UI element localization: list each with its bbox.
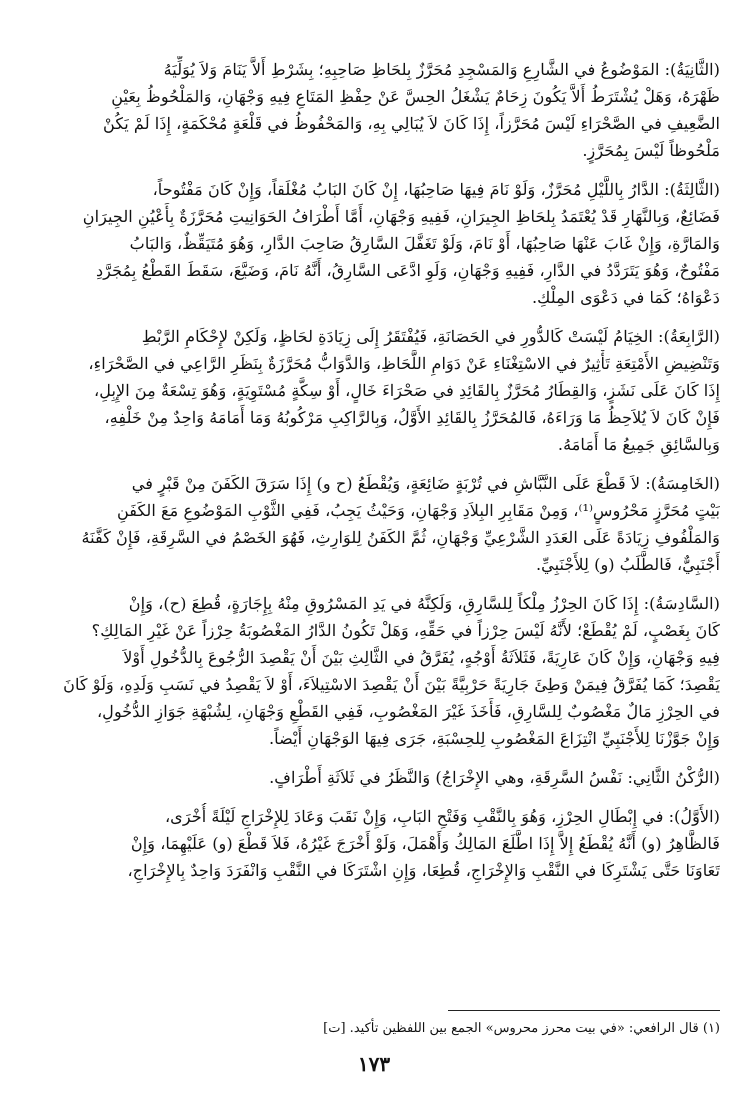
text-line: وَبِالسَّائِقِ جَمِيعُ مَا أَمَامَهُ.	[557, 435, 720, 454]
text-line: (الأَوَّلُ): في إِبْطَالِ الحِرْزِ، وَهُوَ بِالنَّقْبِ وَفَتْحِ البَابِ، وَإِنْ نَقَبَ وَعَادَ لِلإِخْرَاجِ لَيْلَةً أُخْرَى،	[164, 807, 720, 826]
text-line: وَالمَارَّةِ، وَإِنْ غَابَ عَنْهَا صَاحِبُهَا، أَوْ نَامَ، وَلَوْ تَغَفَّلَ السَّارِقُ صَاحِبَ الدَّارِ، وَهُوَ مُتَيَقِّظٌ، وَالبَابُ	[129, 234, 720, 253]
paragraph-second-pillar	[30, 764, 720, 791]
text-line: (الرَّابِعَةُ): الخِيَامُ لَيْسَتْ كَالدُّورِ في الحَصَانَةِ، فَيُفْتَقَرُ إِلَى زِيَادَةِ لحَاظٍ، وَلَكِنْ لإِحْكَامِ الرَّبْطِ	[141, 327, 720, 346]
text-line: (الخَامِسَةُ): لاَ قَطْعَ عَلَى النَّبَّاشِ في تُرْبَةٍ ضَائِعَةٍ، وَيُقْطَعُ (ح و) إِذَا سَرَقَ الكَفَنَ مِنْ قَبْرٍ في	[131, 474, 720, 493]
text-line: (الثَّالِثَةُ): الدَّارُ بِاللَّيْلِ مُحَرَّزٌ، وَلَوْ نَامَ فِيهَا صَاحِبُهَا، إِنْ كَانَ البَابُ مُغْلَقاً، وَإِنْ كَانَ مَفْتُوحاً،	[152, 180, 720, 199]
text-line: فِيهِ وَجْهَانِ، وَإِنْ كَانَ عَارِيَةً، فَثَلاَثَةُ أَوْجُهٍ، يُفَرَّقُ في الثَّالِثِ بَيْنَ أَنْ يَقْصِدَ الرُّجُوعَ بِالدُّخُولِ أَوْلاَ	[123, 648, 720, 667]
paragraph-second	[30, 56, 720, 164]
text-line: (السَّادِسَةُ): إِذَا كَانَ الحِرْزُ مِلْكاً لِلسَّارِقِ، وَلَكِنَّهُ في يَدِ المَسْرُوقِ مِنْهُ بِإِجَارَةٍ، قُطِعَ (ح)، وَإِنْ	[128, 594, 720, 613]
text-line: بَيْتٍ مُحَرَّزٍ مَحْرُوسٍ⁽¹⁾، وَمِنْ مَقَابِرِ البِلاَدِ وَجْهَانِ، وَحَيْثُ يَجِبُ، فَفِي الثَّوْبِ المَوْضُوعِ مَعَ الكَفَنِ	[116, 501, 720, 520]
text-line: فَالظَّاهِرُ (و) أَنَّهُ يُقْطَعُ إِلاَّ إِذَا اطَّلَعَ المَالِكُ وَأَهْمَلَ، وَلَوْ أَخْرَجَ غَيْرُهُ، فَلاَ قَطْعَ (و) عَلَيْهِمَا، وَإِنْ	[130, 834, 720, 853]
text-line: أَجْنَبِيٌّ، فَالطَّلَبُ (و) لِلأَجْنَبِيِّ.	[535, 555, 720, 574]
text-line: فَإِنْ كَانَ لاَ يُلاَحِظُ مَا وَرَاءَهُ، فَالمُحَرَّزُ بِالقَائِدِ الأَوَّلُ، وَبِالرَّاكِبِ مَرْكُوبُهُ وَمَا أَمَامَهُ وَاحِدٌ مِنْ خَلْفِهِ،	[104, 408, 720, 427]
text-line: فَضَائِعٌ، وَبِالنَّهَارِ قَدْ يُعْتَمَدُ بِلحَاظِ الجِيرَانِ، فَفِيهِ وَجْهَانِ، أَمَّا أَطْرَافُ الحَوَانِيتِ مُحَرَّزَةٌ بِأَعْيُنِ الجِيرَانِ	[82, 207, 720, 226]
text-line: إِذَا كَانَ عَلَى نَشَزٍ، وَالقِطَارُ مُحَرَّزٌ بِالقَائِدِ في صَحْرَاءَ خَالٍ، أَوْ سِكَّةٍ مُسْتَوِيَةٍ، وَهُوَ تِسْعَةٌ مِنَ الإِبِلِ،	[93, 381, 720, 400]
text-line: وَتَنْضِيضِ الأَمْتِعَةِ تَأْثِيرٌ في الاسْتِغْنَاءِ عَنْ دَوَامِ اللَّحَاظِ، وَالدَّوَابُّ مُحَرَّزَةٌ بِنَظَرِ الرَّاعِي في الصَّحْرَاءِ،	[88, 354, 720, 373]
text-line: وَإِنْ جَوَّزْنَا لِلأَجْنَبِيِّ انْتِزَاعَ المَغْصُوبِ لِلحِسْبَةِ، جَرَى فِيهَا الوَجْهَانِ أَيْضاً.	[269, 729, 720, 748]
footnote-separator	[448, 1010, 720, 1011]
footnote: (١) قال الرافعي: «في بيت محرز محروس» الجمع بين اللفظين تأكيد. [ت]	[323, 1021, 720, 1036]
text-line: ظَهْرَهُ، وَهَلْ يُشْتَرَطُ أَلاَّ يَكُونَ زِحَامٌ يَشْغَلُ الحِسَّ عَنْ حِفْظِ المَتَاعِ فِيهِ وَجْهَانِ، وَالمَلْحُوظُ بِعَيْنِ	[111, 87, 720, 106]
paragraph-sixth	[30, 590, 720, 752]
text-line: مَفْتُوحٌ، وَهُوَ يَتَرَدَّدُ في الدَّارِ، فَفِيهِ وَجْهَانِ، وَلَوِ ادَّعَى السَّارِقُ، أَنَّهُ نَامَ، وَضَيَّعَ، سَقَطَ القَطْعُ بِمُجَرَّدِ	[95, 261, 720, 280]
main-text	[30, 56, 720, 896]
text-line: يَقْصِدَ؛ كَمَا يُفَرَّقُ فِيمَنْ وَطِئَ جَارِيَةً حَرْبِيَّةً بَيْنَ أَنْ يَقْصِدَ الاسْتِيلاَءَ، أَوْ لاَ يَقْصِدُ في نَسَبِ وَلَدِهِ، وَلَوْ كَانَ	[63, 675, 720, 694]
page-number: ١٧٣	[357, 1052, 391, 1076]
paragraph-fifth	[30, 470, 720, 578]
text-line: في الحِرْزِ مَالٌ مَغْصُوبٌ لِلسَّارِقِ، فَأَخَذَ غَيْرَ المَغْصُوبِ، فَفِي القَطْعِ وَجْهَانِ، لِشُبْهَةِ جَوَازِ الدُّخُولِ،	[96, 702, 720, 721]
text-line: دَعْوَاهُ؛ كَمَا في دَعْوَى المِلْكِ.	[532, 288, 720, 307]
paragraph-fourth	[30, 323, 720, 458]
text-line: (الرُّكْنُ الثَّانِي: نَفْسُ السَّرِقَةِ، وهي الإِخْرَاجُ) وَالنَّظَرُ في ثَلاَثَةِ أَطْرَافٍ.	[269, 768, 720, 787]
text-line: الضَّعِيفِ في الصَّحْرَاءِ لَيْسَ مُحَرَّزاً، إِذَا كَانَ لاَ يُبَالِي بِهِ، وَالمَحْفُوظُ في قَلْعَةٍ مُحْكَمَةٍ، إِذَا لَمْ يَكُنْ	[103, 114, 720, 133]
paragraph-third	[30, 176, 720, 311]
paragraph-first-part	[30, 803, 720, 884]
text-line: كَانَ بِغَصْبٍ، لَمْ يُقْطَعْ؛ لأَنَّهُ لَيْسَ حِرْزاً في حَقِّهِ، وَهَلْ تَكُونُ الدَّارُ المَغْصُوبَةُ حِرْزاً عَنْ غَيْرِ المَالِكِ؟	[91, 621, 720, 640]
text-line: مَلْحُوظاً لَيْسَ بِمُحَرَّزٍ.	[582, 141, 720, 160]
text-line: وَالمَلْفُوفِ زِيَادَةً عَلَى العَدَدِ الشَّرْعِيِّ وَجْهَانِ، ثُمَّ الكَفَنُ لِلوَارِثِ، فَهُوَ الخَصْمُ في السَّرِقَةِ، فَإِنْ كَفَّنَهُ	[81, 528, 720, 547]
text-line: (الثَّانِيَةُ): المَوْضُوعُ في الشَّارِعِ وَالمَسْجِدِ مُحَرَّزٌ بِلحَاظِ صَاحِبِهِ؛ بِشَرْطِ أَلاَّ يَنَامَ وَلاَ يُوَلِّيَهُ	[163, 60, 720, 79]
text-line: تَعَاوَنَا حَتَّى يَشْتَرِكَا في النَّقْبِ وَالإِخْرَاجِ، قُطِعَا، وَإِنِ اشْتَرَكَا في النَّقْبِ وَانْفَرَدَ وَاحِدٌ بِالإِخْرَاجِ،	[127, 861, 720, 880]
